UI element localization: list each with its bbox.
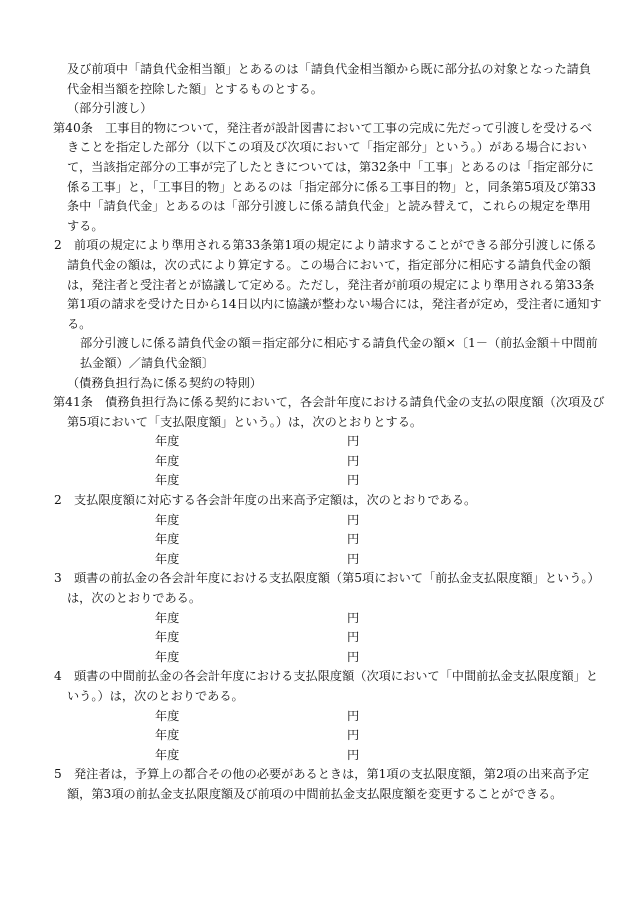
text-line: 代金相当額を控除した額」とするものとする。 — [67, 81, 323, 96]
amount-row: 年度 円 — [155, 649, 360, 664]
amount-row: 年度 円 — [155, 708, 360, 723]
amount-row: 年度 円 — [155, 551, 360, 566]
article-41-paragraph-3-line: 3 頭書の前払金の各会計年度における支払限度額（第5項において「前払金支払限度額」という。） — [54, 571, 600, 586]
article-41-line: 第5項において「支払限度額」という。）は，次のとおりとする。 — [67, 414, 423, 429]
section-caption-debt-burden: （債務負担行為に係る契約の特則） — [67, 375, 262, 390]
article-41-paragraph-4-line: いう。）は，次のとおりである。 — [67, 689, 244, 703]
article-41-paragraph-4-line: 4 頭書の中間前払金の各会計年度における支払限度額（次項において「中間前払金支払限度額」と — [54, 669, 599, 684]
article-40-line: 条中「請負代金」とあるのは「部分引渡しに係る請負代金」と読み替えて，これらの規定を準用 — [67, 199, 591, 214]
article-41-paragraph-3-line: は，次のとおりである。 — [67, 591, 202, 606]
amount-row: 年度 円 — [155, 473, 360, 488]
article-41-paragraph-5-line: 額，第3項の前払金支払限度額及び前項の中間前払金支払限度額を変更することができる。 — [67, 786, 563, 801]
amount-row: 年度 円 — [155, 512, 360, 527]
article-40-line: 係る工事」と，「工事目的物」とあるのは「指定部分に係る工事目的物」と，同条第5項及び第33 — [67, 179, 597, 194]
article-40-line: きことを指定した部分（以下この項及び次項において「指定部分」という。）がある場合におい — [67, 140, 587, 155]
article-41-line: 第41条 債務負担行為に係る契約において，各会計年度における請負代金の支払の限度額（次項及び — [53, 395, 605, 410]
amount-row: 年度 円 — [155, 610, 360, 625]
document-page — [0, 60, 630, 805]
text-line: 及び前項中「請負代金相当額」とあるのは「請負代金相当額から既に部分払の対象となった請負 — [67, 62, 592, 76]
article-41-paragraph-2-line: 2 支払限度額に対応する各会計年度の出来高予定額は，次のとおりである。 — [54, 493, 477, 508]
article-40-paragraph-2-line: 2 前項の規定により準用される第33条第1項の規定により請求することができる部分引渡しに係る — [54, 238, 597, 253]
amount-row: 年度 円 — [155, 532, 360, 547]
section-caption-partial-delivery: （部分引渡し） — [67, 101, 153, 116]
article-41-paragraph-5-line: 5 発注者は，予算上の都合その他の必要があるときは，第1項の支払限度額，第2項の出来高予定 — [54, 767, 590, 782]
article-40-paragraph-2-line: 第1項の請求を受けた日から14日以内に協議が整わない場合には，発注者が定め，受注者に通知す — [67, 297, 602, 312]
article-40-line: 第40条 工事目的物について，発注者が設計図書において工事の完成に先だって引渡しを受けるべ — [53, 120, 593, 135]
formula-line: 部分引渡しに係る請負代金の額＝指定部分に相応する請負代金の額×〔1－（前払金額＋中間前 — [80, 336, 598, 351]
article-40-paragraph-2-line: 請負代金の額は，次の式により算定する。この場合において，指定部分に相応する請負代金の額 — [67, 257, 591, 272]
article-40-paragraph-2-line: は，発注者と受注者とが協議して定める。ただし，発注者が前項の規定により準用される第33条 — [67, 277, 595, 292]
article-40-paragraph-2-line: る。 — [67, 316, 92, 331]
article-40-line: て，当該指定部分の工事が完了したときについては，第32条中「工事」とあるのは「指定部分に — [67, 159, 594, 174]
amount-row: 年度 円 — [155, 728, 360, 743]
amount-row: 年度 円 — [155, 434, 360, 449]
article-40-line: する。 — [67, 218, 104, 233]
amount-row: 年度 円 — [155, 453, 360, 468]
amount-row: 年度 円 — [155, 630, 360, 645]
formula-line: 払金額）／請負代金額〕 — [80, 355, 215, 370]
amount-row: 年度 円 — [155, 747, 360, 762]
